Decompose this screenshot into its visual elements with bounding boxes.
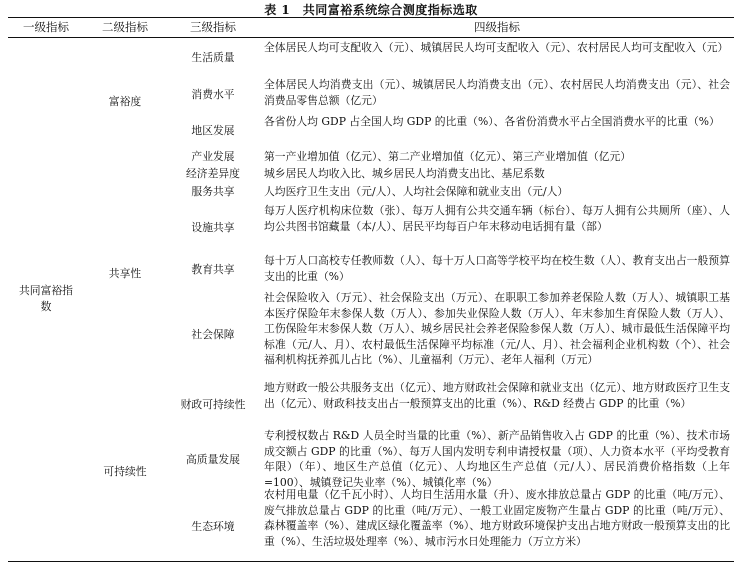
level4-cell: 全体居民人均可支配收入（元）、城镇居民人均可支配收入（元）、农村居民人均可支配收入（元）	[264, 41, 729, 54]
level1-cell: 共同富裕指数	[19, 284, 73, 313]
level4-cell: 全体居民人均消费支出（元）、城镇居民人均消费支出（元）、农村居民人均消费支出（元）、社会消费品零售总额（亿元）	[264, 78, 730, 107]
level4-cell: 每十万人口高校专任教师数（人）、每十万人口高等学校平均在校生数（人）、教育支出占一般预算支出的比重（%）	[264, 254, 730, 283]
level4-cell: 专利授权数占 R&D 人员全时当量的比重（%）、新产品销售收入占 GDP 的比重（%）、技术市场成交额占 GDP 的比重（%）、每万人国内发明专利申请授权量（项）、人力资本水平（平均受教育年限）（年）、地区生产总值（亿元）、人均地区生产总值（元/人）、居民消费价格指数（上年=100）、城镇登记失业率（%）、城镇化率（%）	[264, 429, 730, 489]
level3-cell: 服务共享	[191, 185, 235, 198]
level4-cell: 社会保险收入（万元）、社会保险支出（万元）、在职职工参加养老保险人数（万人）、城镇职工基本医疗保险年末参保人数（万人）、参加失业保险人数（万人）、年末参加生育保险人数（万人）、工伤保险年末参保人数（万人）、城乡居民社会养老保险参保人数（万人）、城市最低生活保障平均标准（元/人、月）、农村最低生活保障平均标准（元/人、月）、社会福利企业机构数（个）、社会福利机构抚养孤儿占比（%）、儿童福利（万元）、老年人福利（万元）	[264, 291, 730, 367]
header-level4: 四级指标	[474, 20, 520, 34]
level4-cell: 第一产业增加值（亿元）、第二产业增加值（亿元）、第三产业增加值（亿元）	[264, 150, 632, 163]
level3-cell: 经济差异度	[186, 167, 240, 180]
level3-cell: 财政可持续性	[180, 398, 246, 411]
level4-cell: 城乡居民人均收入比、城乡居民人均消费支出比、基尼系数	[264, 167, 545, 180]
level3-cell: 生活质量	[191, 51, 235, 64]
level4-cell: 每万人医疗机构床位数（张）、每万人拥有公共交通车辆（标台）、每万人拥有公共厕所（座）、人均公共图书馆藏量（本/人）、居民平均每百户年末移动电话拥有量（部）	[264, 204, 730, 233]
level2-cell-kechixu: 可持续性	[103, 465, 147, 478]
level4-cell: 农村用电量（亿千瓦小时）、人均日生活用水量（升）、废水排放总量占 GDP 的比重（吨/万元）、废气排放总量占 GDP 的比重（吨/万元）、一般工业固定废物产生量占 GDP 的比重（吨/万元）、森林覆盖率（%）、建成区绿化覆盖率（%）、地方财政环境保护支出占地方财政一般预算支出的比重（%）、生活垃圾处理率（%）、城市污水日处理能力（万立方米）	[264, 488, 730, 548]
header-level1: 一级指标	[23, 20, 69, 34]
level3-cell: 地区发展	[191, 124, 235, 137]
header-level3: 三级指标	[190, 20, 236, 34]
table-bottom-rule	[8, 561, 734, 562]
table-title: 表 1 共同富裕系统综合测度指标选取	[264, 3, 478, 17]
level3-cell: 设施共享	[191, 221, 235, 234]
level4-cell: 地方财政一般公共服务支出（亿元）、地方财政社会保障和就业支出（亿元）、地方财政医疗卫生支出（亿元）、财政科技支出占一般预算支出的比重（%）、R&D 经费占 GDP 的比重（%）	[264, 381, 730, 410]
level3-cell: 教育共享	[191, 263, 235, 276]
level4-cell: 人均医疗卫生支出（元/人）、人均社会保障和就业支出（元/人）	[264, 185, 569, 198]
level3-cell: 生态环境	[191, 520, 235, 533]
level3-cell: 产业发展	[191, 150, 235, 163]
level2-cell-gongxiang: 共享性	[108, 267, 142, 280]
header-level2: 二级指标	[102, 20, 148, 34]
level4-cell: 各省份人均 GDP 占全国人均 GDP 的比重（%）、各省份消费水平占全国消费水平的比重（%）	[264, 115, 720, 128]
level2-cell-fuyu: 富裕度	[108, 95, 142, 108]
table-header-rule	[8, 37, 734, 38]
level3-cell: 社会保障	[191, 328, 235, 341]
level3-cell: 消费水平	[191, 88, 235, 101]
level3-cell: 高质量发展	[186, 453, 240, 466]
